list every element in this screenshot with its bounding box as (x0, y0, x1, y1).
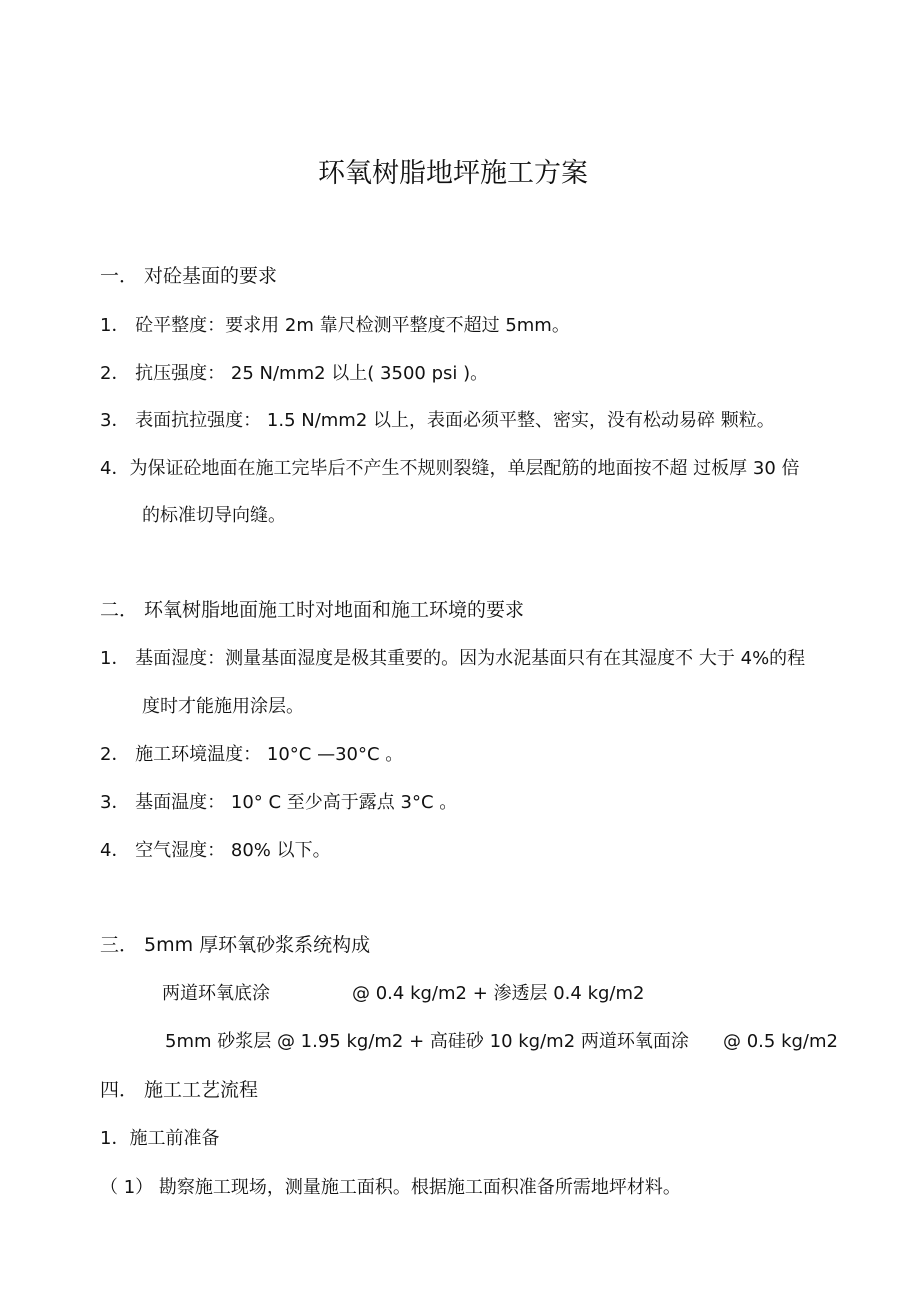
system-line-1-name: 两道环氧底涂 (162, 983, 270, 1004)
section-2-item-3: 3． 基面温度： 10° C 至少高于露点 3°C 。 (100, 792, 458, 813)
section-2-item-1-continued: 度时才能施用涂层。 (142, 696, 304, 717)
system-line-2-spec: 5mm 砂浆层 @ 1.95 kg/m2 + 高硅砂 10 kg/m2 两道环氧面涂 (165, 1031, 689, 1052)
section-1-item-4-continued: 的标准切导向缝。 (142, 505, 286, 526)
section-4-item-1-sub-1: （ 1） 勘察施工现场，测量施工面积。根据施工面积准备所需地坪材料。 (100, 1177, 681, 1198)
section-2-item-4: 4． 空气湿度： 80% 以下。 (100, 840, 331, 861)
section-2-item-2: 2． 施工环境温度： 10°C —30°C 。 (100, 744, 404, 765)
section-4-item-1: 1．施工前准备 (100, 1128, 220, 1149)
section-1-item-3: 3． 表面抗拉强度： 1.5 N/mm2 以上，表面必须平整、密实，没有松动易碎 颗粒。 (100, 410, 775, 431)
section-1-item-1: 1． 砼平整度：要求用 2m 靠尺检测平整度不超过 5mm。 (100, 315, 570, 336)
system-line-2-end: @ 0.5 kg/m2 (723, 1031, 838, 1052)
section-4-heading: 四． 施工工艺流程 (100, 1079, 259, 1101)
section-1-item-4: 4．为保证砼地面在施工完毕后不产生不规则裂缝，单层配筋的地面按不超 过板厚 30 倍 (100, 458, 800, 479)
section-2-item-1: 1． 基面湿度：测量基面湿度是极其重要的。因为水泥基面只有在其湿度不 大于 4%的程 (100, 648, 806, 669)
section-1-heading: 一． 对砼基面的要求 (100, 265, 278, 287)
system-line-1-spec: @ 0.4 kg/m2 + 渗透层 0.4 kg/m2 (352, 983, 645, 1004)
section-3-heading: 三． 5mm 厚环氧砂浆系统构成 (100, 934, 371, 956)
document-title: 环氧树脂地坪施工方案 (318, 158, 588, 189)
section-1-item-2: 2． 抗压强度： 25 N/mm2 以上( 3500 psi )。 (100, 363, 489, 384)
section-2-heading: 二． 环氧树脂地面施工时对地面和施工环境的要求 (100, 599, 525, 621)
